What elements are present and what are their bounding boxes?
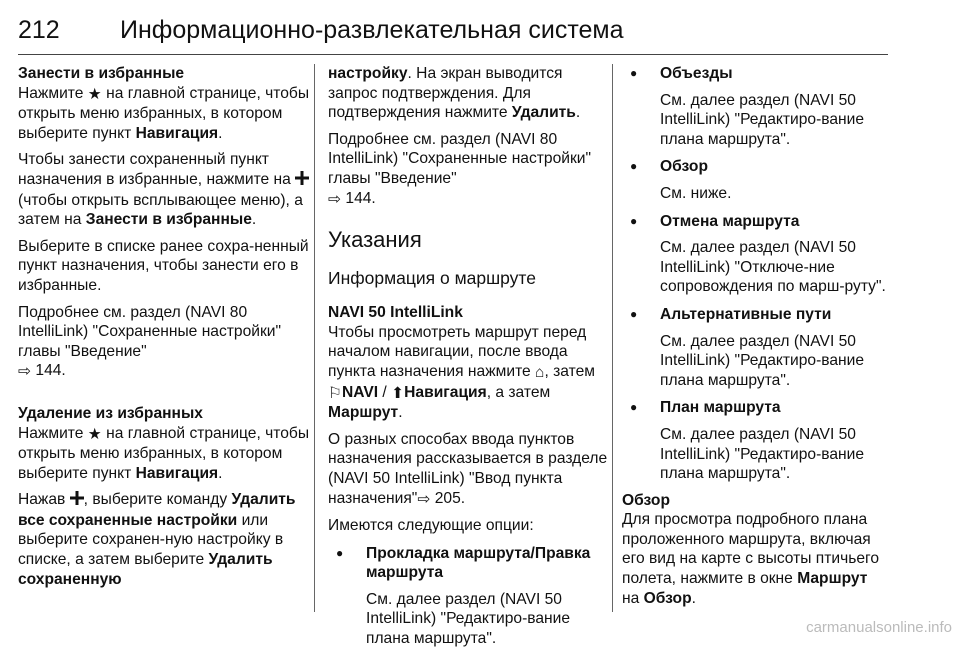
star-icon: ★ [87,425,102,443]
section-heading-overview: Обзор [622,491,670,509]
subheading-route-info: Информация о маршруте [328,268,536,289]
paragraph: настройку. На экран выводится запрос подтверждения. Для подтверждения нажмите Удалить. [328,65,581,122]
reference-arrow-icon: ⇨ [417,490,431,508]
bullet-item-text: См. далее раздел (NAVI 50 IntelliLink) "Редактиро-вание плана маршрута". [366,590,571,648]
header-rule [18,54,888,55]
bullet-item-title: ● План маршрута [622,398,888,418]
page-header [18,16,888,56]
page-number: 212 [18,16,60,44]
plus-icon [70,491,84,511]
bullet-item-title: ● Альтернативные пути [622,305,888,325]
bullet-item-text: См. далее раздел (NAVI 50 IntelliLink) "Редактиро-вание плана маршрута". [660,332,865,389]
column-1 [18,64,310,589]
bullet-item-title: ● Прокладка маршрута/Правка маршрута [328,544,608,583]
column-divider [612,64,613,612]
bullet-item-title: ● Объезды [622,64,888,84]
column-3 [622,64,888,608]
section-heading-notes: Указания [328,227,422,253]
bullet-item-text: См. далее раздел (NAVI 50 IntelliLink) "Редактиро-вание плана маршрута". [660,91,865,148]
reference-arrow-icon: ⇨ [18,363,32,381]
system-heading: NAVI 50 IntelliLink [328,304,463,322]
section-heading-remove-favorite: Удаление из избранных [18,404,203,422]
paragraph: Имеются следующие опции: [328,517,534,535]
paragraph: О разных способах ввода пунктов назначения рассказывается в разделе (NAVI 50 IntelliLink) "Ввод пункта назначения"⇨ 205. [328,430,608,508]
bullet-item-title: ● Обзор [622,157,888,177]
bullet-item-text: См. далее раздел (NAVI 50 IntelliLink) "Отключе-ние сопровождения по марш-руту". [660,239,886,296]
paragraph: Нажмите ★ на главной странице, чтобы открыть меню избранных, в котором выберите пункт Навигация. [18,424,310,482]
paragraph: Нажмите ★ на главной странице, чтобы открыть меню избранных, в котором выберите пункт Навигация. [18,84,310,142]
paragraph: Для просмотра подробного плана проложенного маршрута, включая его вид на карте с высоты птичьего полета, нажмите в окне Маршрут на Обзор. [622,511,880,607]
navigation-arrow-icon: ⬆ [391,384,405,402]
paragraph: Подробнее см. раздел (NAVI 80 IntelliLink) "Сохраненные настройки" главы "Введение" ⇨ 144. [18,303,282,381]
flag-icon: ⚐ [328,384,342,402]
star-icon: ★ [87,85,102,103]
paragraph: Выберите в списке ранее сохра-ненный пункт назначения, чтобы занести его в избранные. [18,237,309,294]
paragraph: Подробнее см. раздел (NAVI 80 IntelliLink) "Сохраненные настройки" главы "Введение" ⇨ 144. [328,130,592,208]
bullet-item-text: См. далее раздел (NAVI 50 IntelliLink) "Редактиро-вание плана маршрута". [660,425,865,483]
column-2 [328,64,608,649]
reference-arrow-icon: ⇨ [328,190,342,208]
column-divider [314,64,315,612]
section-heading-add-favorite: Занести в избранные [18,65,185,82]
home-icon: ⌂ [535,363,545,381]
bullet-item-title: ● Отмена маршрута [622,212,888,232]
plus-icon [295,171,309,191]
paragraph: Нажав , выберите команду Удалить все сохраненные настройки или выберите сохранен-ную настройку в списке, а затем выберите Удалить сохраненную [18,491,296,588]
watermark: carmanualsonline.info [806,619,952,636]
page-title: Информационно-развлекательная система [120,16,624,44]
bullet-item-text: См. ниже. [660,184,732,202]
paragraph: Чтобы просмотреть маршрут перед началом навигации, после ввода пункта назначения нажмите ⌂, затем ⚐NAVI / ⬆Навигация, а затем Маршрут. [328,323,595,422]
paragraph: Чтобы занести сохраненный пункт назначения в избранные, нажмите на (чтобы открыть всплывающее меню), а затем на Занести в избранные. [18,150,310,229]
